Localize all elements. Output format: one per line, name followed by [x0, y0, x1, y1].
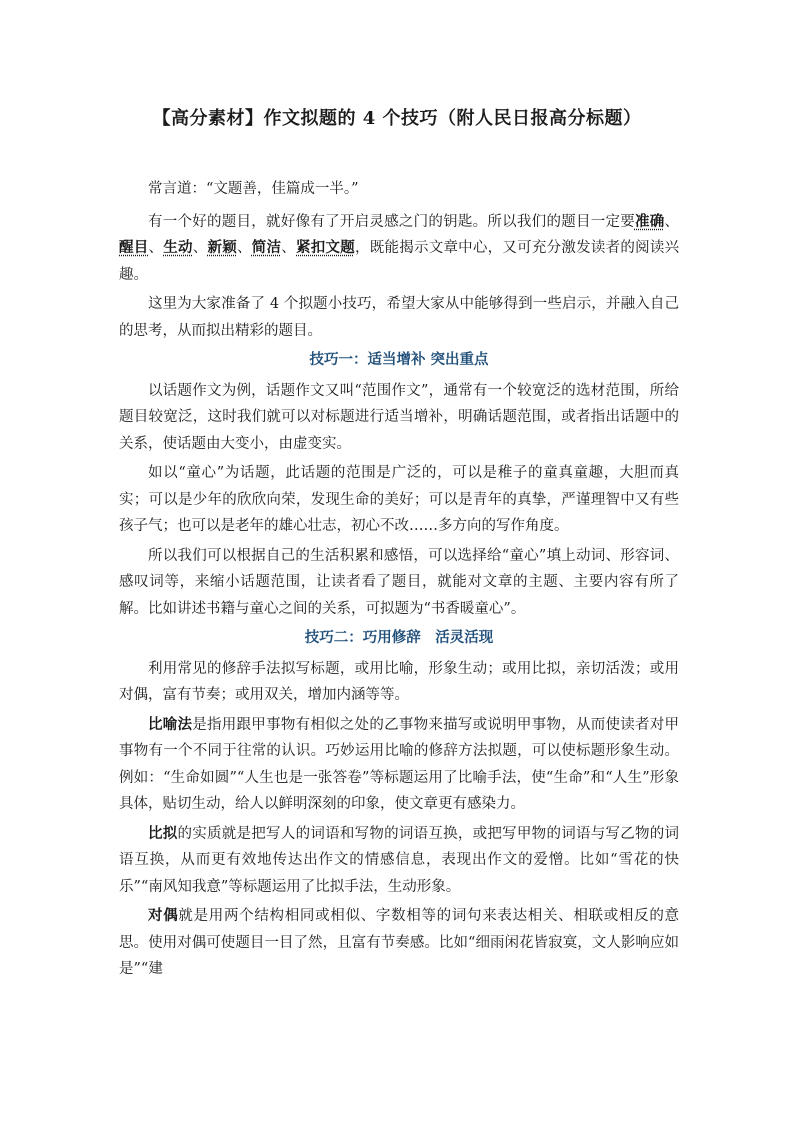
keyword-on-topic: 紧扣文题: [296, 239, 355, 256]
metaphor-term: 比喻法: [148, 715, 193, 733]
tip2-antithesis-paragraph: [119, 903, 679, 983]
tip1-paragraph-1: 以话题作文为例，话题作文又叫“范围作文”，通常有一个较宽泛的选材范围，所给题目较宽泛，这时我们就可以对标题进行适当增补，明确话题范围，或者指出话题中的关系，使话题由大变小，由虚变实。: [119, 382, 679, 452]
tip1-paragraph-3: 所以我们可以根据自己的生活积累和感悟，可以选择给“童心”填上动词、形容词、感叹词等，来缩小话题范围，让读者看了题目，就能对文章的主题、主要内容有所了解。比如讲述书籍与童心之间的关系，可拟题为“书香暖童心”。: [119, 547, 679, 617]
keyword-vivid: 生动: [163, 239, 193, 256]
tip2-paragraph-1: 利用常见的修辞手法拟写标题，或用比喻，形象生动；或用比拟，亲切活泼；或用对偶，富有节奏；或用双关，增加内涵等等。: [119, 660, 679, 703]
antithesis-term: 对偶: [148, 907, 179, 924]
personification-text: 的实质就是把写人的词语和写物的词语互换，或把写甲物的词语与写乙物的词语互换，从而更有效地传达出作文的情感信息，表现出作文的爱憎。比如“雪花的快乐”“南风知我意”等标题运用了比拟手法，生动形象。: [119, 825, 679, 895]
antithesis-text: 就是用两个结构相同或相似、字数相等的词句来表达相关、相联或相反的意思。使用对偶可使题目一目了然，且富有节奏感。比如“细雨闲花皆寂寞，文人影响应如是”“建: [119, 908, 680, 977]
tip2-heading: 技巧二：巧用修辞 活灵活现: [304, 629, 494, 646]
keyword-novel: 新颖: [207, 239, 237, 256]
keyword-concise: 简洁: [251, 239, 282, 256]
intro-paragraph-overview: 这里为大家准备了 4 个拟题小技巧，希望大家从中能够得到一些启示，并融入自己的思考，从而拟出精彩的题目。: [119, 296, 679, 339]
document-body: [119, 176, 679, 986]
tip2-metaphor-paragraph: [119, 712, 679, 818]
tip2-personification-paragraph: [119, 821, 679, 901]
keyword-accurate: 准确: [634, 212, 665, 230]
tip1-paragraph-2: 如以“童心”为话题，此话题的范围是广泛的，可以是稚子的童真童趣，大胆而真实；可以是少年的欣欣向荣，发现生命的美好；可以是青年的真挚，严谨理智中又有些孩子气；也可以是老年的雄心壮志，初心不改……多方向的写作角度。: [119, 465, 679, 534]
document-title: 【高分素材】作文拟题的 4 个技巧（附人民日报高分标题）: [152, 108, 642, 129]
intro-quote: 常言道：“文题善，佳篇成一半。”: [148, 181, 359, 197]
tip1-heading: 技巧一：适当增补 突出重点: [309, 351, 489, 368]
metaphor-text: 是指用跟甲事物有相似之处的乙事物来描写或说明甲事物，从而使读者对甲事物有一个不同于往常的认识。巧妙运用比喻的修辞方法拟题，可以使标题形象生动。例如：“生命如圆”“人生也是一张答卷”等标题运用了比喻手法，使“生命”和“人生”形象具体，贴切生动，给人以鲜明深刻的印象，使文章更有感染力。: [119, 716, 680, 812]
keyword-eye-catching: 醒目: [119, 239, 149, 256]
intro-p2-before: 有一个好的题目，就好像有了开启灵感之门的钥匙。所以我们的题目一定要: [148, 213, 635, 230]
personification-term: 比拟: [148, 824, 178, 842]
intro-p2-after: ，既能揭示文章中心，又可充分激发读者的阅读兴趣。: [119, 240, 680, 283]
intro-paragraph-key-requirements: 有一个好的题目，就好像有了开启灵感之门的钥匙。所以我们的题目一定要准确、醒目、生动、新颖、简洁、紧扣文题，既能揭示文章中心，又可充分激发读者的阅读兴趣。: [119, 212, 680, 283]
